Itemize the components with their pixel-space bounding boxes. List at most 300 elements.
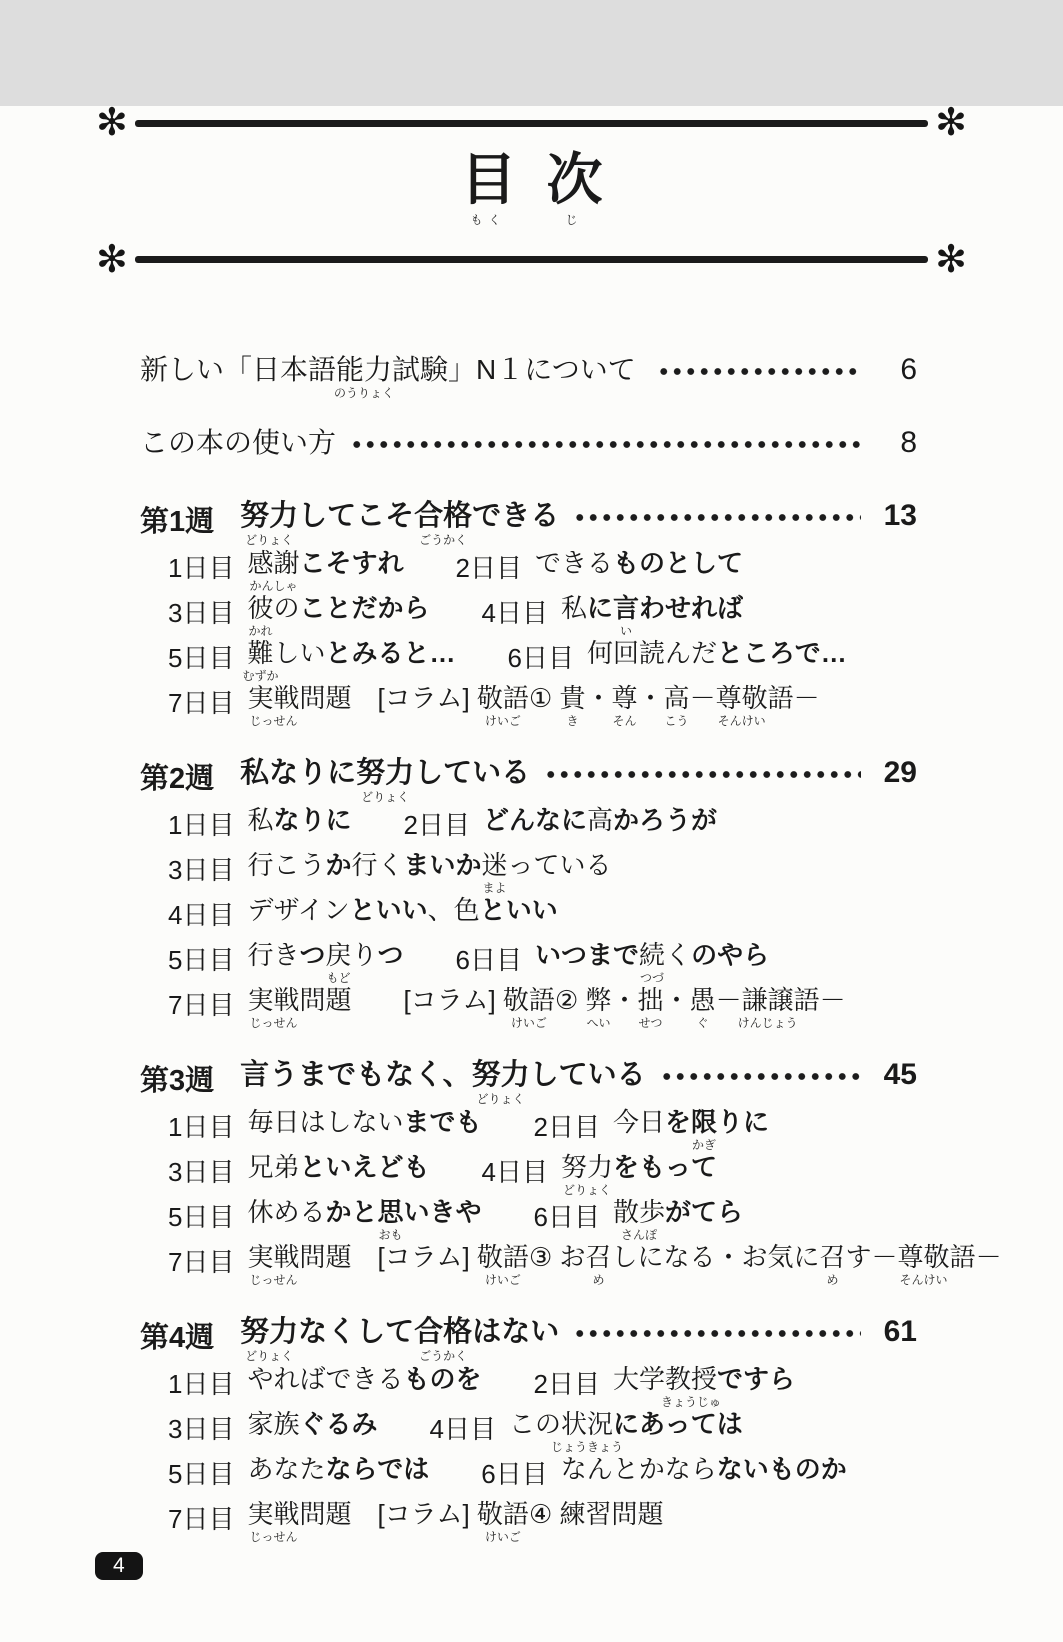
text-segment (612, 985, 638, 1016)
day-entry (508, 638, 847, 675)
text-segment (613, 548, 743, 579)
day-entry (168, 1498, 664, 1544)
segment-text: 彼 (247, 592, 274, 623)
furigana: ごうかく (419, 1349, 468, 1364)
text-segment (689, 984, 716, 1030)
segment-text: できる (534, 547, 613, 578)
text-segment (247, 1409, 299, 1440)
segment-text: 実戦 (247, 1498, 300, 1529)
furigana: じっせん (249, 1272, 298, 1287)
furigana: じ (565, 212, 584, 227)
text-segment (611, 682, 638, 728)
furigana: そんけい (899, 1272, 948, 1287)
furigana: さんぽ (620, 1227, 658, 1242)
segment-text: － (715, 984, 742, 1015)
week-list (140, 498, 1002, 1544)
day-entry (533, 1363, 796, 1409)
segment-text: 何回読んだ (586, 637, 717, 668)
text-segment (613, 1152, 717, 1183)
day-label: 6日目 (481, 1458, 548, 1489)
segment-text: 拙 (637, 984, 664, 1015)
text-segment (471, 1058, 530, 1107)
segment-text: 敬語 (476, 1241, 529, 1272)
segment-text: 兄弟 (247, 1151, 300, 1182)
text-segment (299, 940, 325, 971)
segment-text: 努力 (356, 756, 415, 789)
text-segment (352, 683, 477, 714)
day-entry (168, 895, 558, 932)
text-segment (299, 548, 403, 579)
segment-text: 私 (247, 804, 274, 835)
segment-text: つ (299, 939, 326, 970)
text-segment (247, 1107, 403, 1138)
segment-text: 語－ (793, 984, 846, 1015)
segment-text: 言 (613, 592, 640, 623)
day-label: 2日目 (455, 552, 522, 583)
entry-title (140, 426, 336, 459)
segment-text: なんとかなら (560, 1453, 717, 1484)
week-label: 第1週 (140, 505, 215, 538)
toc-entry (140, 426, 917, 459)
segment-text: 目 (460, 148, 517, 212)
text-segment (325, 850, 351, 881)
day-title (586, 637, 847, 673)
segment-text: あなた (247, 1453, 326, 1484)
day-row (140, 547, 917, 593)
day-entry (168, 1152, 430, 1189)
text-segment (247, 1152, 299, 1183)
segment-text: ・ (663, 984, 690, 1015)
page-header (96, 102, 967, 281)
text-segment (716, 985, 742, 1016)
furigana: せつ (638, 1015, 663, 1030)
day-entry (168, 637, 456, 683)
furigana: じょうきょう (550, 1439, 623, 1454)
segment-text: 敬語 (476, 682, 529, 713)
day-title (247, 984, 846, 1030)
text-segment (326, 638, 456, 669)
segment-text: できる (472, 499, 560, 532)
day-entry (533, 1196, 744, 1242)
segment-text: 行こう (247, 849, 326, 880)
day-title (482, 804, 718, 840)
text-segment (240, 499, 299, 548)
text-segment (663, 682, 690, 728)
segment-text: 新しい「日本語 (140, 353, 337, 385)
text-segment (325, 939, 352, 985)
furigana: かぎ (691, 1137, 717, 1152)
text-segment (247, 1498, 300, 1544)
asterisk-ornament-icon: ✻ (96, 238, 128, 281)
day-label: 1日目 (168, 552, 235, 583)
segment-text: － (689, 682, 716, 713)
day-entry (168, 547, 404, 593)
day-entry (429, 1408, 743, 1454)
day-title (247, 1363, 482, 1399)
page-number: 8 (900, 425, 917, 459)
furigana: じっせん (249, 713, 298, 728)
day-row (140, 1151, 917, 1197)
day-label: 1日目 (168, 1368, 235, 1399)
page-number-badge: 4 (95, 1552, 143, 1580)
segment-text: 私なりに (240, 756, 357, 789)
segment-text: ② (554, 984, 586, 1015)
segment-text: この本の使い方 (140, 426, 337, 458)
day-row (140, 1454, 917, 1491)
dot-leader (658, 1072, 861, 1081)
segment-text: しになる・お気に (611, 1241, 820, 1272)
segment-text: ならでは (325, 1453, 430, 1484)
segment-text: どんなに (482, 804, 587, 835)
segment-text: のやら (691, 939, 770, 970)
day-label: 4日目 (481, 1156, 548, 1187)
text-segment (560, 1151, 613, 1197)
segment-text: 散歩 (613, 1196, 666, 1227)
dot-leader (542, 770, 861, 779)
day-title (613, 1196, 744, 1242)
asterisk-ornament-icon: ✻ (935, 102, 967, 144)
day-row (140, 1498, 917, 1544)
furigana: もど (326, 970, 351, 985)
text-segment (247, 1364, 403, 1395)
furigana: そん (612, 713, 637, 728)
text-segment (794, 985, 846, 1016)
week-label: 第2週 (140, 762, 215, 795)
segment-text: かろうが (613, 804, 718, 835)
top-rule-row (96, 102, 967, 144)
dot-leader (571, 513, 861, 522)
segment-text: 努力 (240, 1315, 299, 1348)
day-row (140, 1363, 917, 1409)
furigana: けいご (484, 1272, 521, 1287)
day-label: 5日目 (168, 642, 235, 673)
day-row (140, 805, 917, 842)
segment-text: 召 (819, 1241, 846, 1272)
text-segment (247, 984, 300, 1030)
text-segment (585, 984, 612, 1030)
segment-text: ・ (585, 682, 612, 713)
day-title (247, 1408, 378, 1444)
toc-entry (140, 352, 917, 400)
segment-text: がてら (665, 1196, 744, 1227)
text-segment (240, 756, 356, 790)
day-entry (455, 939, 770, 985)
day-label: 4日目 (481, 597, 548, 628)
segment-text: やればできる (247, 1363, 404, 1394)
day-label: 6日目 (533, 1201, 600, 1232)
text-segment (299, 1409, 377, 1440)
text-segment (717, 1454, 847, 1485)
day-row (140, 637, 917, 683)
text-segment (476, 1498, 529, 1544)
segment-text: といい (349, 894, 428, 925)
text-segment (403, 1107, 481, 1138)
text-segment (530, 1058, 646, 1092)
segment-text: 行き (247, 939, 300, 970)
text-segment (715, 682, 768, 728)
segment-text: ことだから (299, 592, 430, 623)
day-row (140, 849, 917, 895)
furigana: どりょく (245, 1349, 294, 1364)
text-segment (300, 593, 430, 624)
text-segment (613, 1409, 743, 1440)
text-segment (613, 1364, 665, 1395)
text-segment (299, 1499, 351, 1530)
text-segment (508, 850, 612, 881)
text-segment (587, 638, 717, 669)
day-label: 1日目 (168, 809, 235, 840)
day-entry (168, 1196, 482, 1242)
furigana: おも (378, 1227, 403, 1242)
furigana: どりょく (361, 790, 410, 805)
day-entry (168, 1241, 1002, 1287)
segment-text: ですら (717, 1363, 796, 1394)
day-row (140, 592, 917, 638)
segment-text: の (273, 592, 300, 623)
segment-text: してこそ (298, 499, 415, 532)
text-segment (350, 895, 428, 926)
text-segment (768, 683, 820, 714)
day-title (560, 1453, 847, 1489)
text-segment (414, 499, 473, 548)
day-title (247, 682, 820, 728)
segment-text: 謙譲 (741, 984, 794, 1015)
week-heading (140, 1314, 917, 1364)
week-title (240, 499, 560, 548)
text-segment (247, 547, 300, 593)
text-segment (639, 939, 666, 985)
furigana: い (620, 623, 633, 638)
text-segment (950, 1242, 1002, 1273)
segment-text: に (587, 592, 614, 623)
text-segment (472, 1315, 559, 1349)
text-segment (273, 805, 351, 836)
segment-text: 合格 (414, 1315, 473, 1348)
text-segment (737, 984, 798, 1030)
furigana: けいご (484, 713, 521, 728)
segment-text: 尊敬 (715, 682, 768, 713)
dot-leader (571, 1329, 861, 1338)
day-label: 6日目 (507, 642, 574, 673)
furigana: けいご (510, 1015, 547, 1030)
furigana: けいご (484, 1529, 521, 1544)
text-segment (460, 148, 517, 227)
segment-text: 家族 (247, 1408, 300, 1439)
segment-text: [コラム] (351, 1241, 477, 1272)
furigana: そんけい (717, 713, 766, 728)
furigana: もく (470, 212, 507, 227)
day-label: 5日目 (168, 944, 235, 975)
text-segment (535, 940, 639, 971)
segment-text: 問題 (299, 984, 352, 1015)
segment-text: なりに (273, 804, 352, 835)
text-segment (299, 1152, 429, 1183)
text-segment (660, 1363, 721, 1409)
segment-text: までも (403, 1106, 482, 1137)
furigana: つづ (640, 970, 665, 985)
segment-text: 行く (351, 849, 404, 880)
segment-text: 高 (663, 682, 690, 713)
page-number: 6 (900, 352, 917, 386)
text-segment (690, 683, 716, 714)
text-segment (247, 895, 349, 926)
day-label: 1日目 (168, 1111, 235, 1142)
segment-text: 努力 (240, 499, 299, 532)
day-entry (533, 1106, 770, 1152)
segment-text: しい (273, 637, 326, 668)
segment-text: か (325, 849, 352, 880)
segment-text: 努力 (560, 1151, 613, 1182)
day-label: 5日目 (168, 1458, 235, 1489)
day-title (247, 547, 404, 593)
text-segment (502, 984, 555, 1030)
text-segment (247, 592, 274, 638)
segment-text: 敬語 (476, 1498, 529, 1529)
day-label: 4日目 (429, 1413, 496, 1444)
text-segment (555, 985, 586, 1016)
day-entry (168, 1409, 378, 1446)
asterisk-ornament-icon: ✻ (96, 102, 128, 144)
day-label: 4日目 (168, 899, 235, 930)
furigana: かんしゃ (249, 578, 298, 593)
segment-text: この (508, 1408, 561, 1439)
text-segment (299, 683, 351, 714)
segment-text: といえども (299, 1151, 430, 1182)
furigana: どりょく (245, 533, 294, 548)
segment-text: 毎日はしない (247, 1106, 404, 1137)
segment-text: デザイン (247, 894, 350, 925)
segment-text: ないものか (716, 1453, 847, 1484)
segment-text: ① (528, 682, 560, 713)
entry-title (140, 353, 644, 400)
horizontal-rule (135, 120, 928, 127)
text-segment (414, 1315, 473, 1364)
asterisk-ornament-icon: ✻ (935, 238, 967, 281)
text-segment (352, 850, 404, 881)
text-segment (403, 1364, 481, 1395)
segment-text: 、色 (427, 894, 480, 925)
text-segment (587, 805, 613, 836)
week-section (140, 755, 917, 1030)
day-row (140, 1408, 917, 1454)
furigana: め (826, 1272, 839, 1287)
day-title (247, 1196, 482, 1242)
text-segment (585, 1241, 612, 1287)
day-entry (168, 939, 404, 985)
text-segment (247, 1241, 300, 1287)
segment-text: つ (377, 939, 404, 970)
text-segment (476, 682, 529, 728)
segment-text: ・ (637, 682, 664, 713)
segment-text: 能力 (336, 353, 393, 385)
furigana: けんじょう (737, 1015, 798, 1030)
furigana: じっせん (249, 1015, 298, 1030)
text-segment (481, 849, 508, 895)
segment-text: 限 (691, 1106, 718, 1137)
text-segment (665, 1197, 743, 1228)
text-segment (613, 592, 640, 638)
segment-text: 語－ (949, 1241, 1002, 1272)
text-segment (247, 850, 325, 881)
segment-text: く (665, 939, 692, 970)
bottom-rule-row (96, 238, 967, 281)
segment-text: 迷 (481, 849, 508, 880)
day-title (560, 1151, 717, 1197)
text-segment (273, 638, 325, 669)
day-title (560, 592, 744, 638)
text-segment (561, 593, 587, 624)
segment-text: 愚 (689, 984, 716, 1015)
furigana: じっせん (249, 1529, 298, 1544)
furigana: へい (586, 1015, 611, 1030)
text-segment (546, 148, 603, 227)
furigana: きょうじゅ (660, 1394, 721, 1409)
week-title (240, 1315, 560, 1364)
day-title (247, 1151, 430, 1187)
day-label: 7日目 (168, 989, 235, 1020)
furigana: ごうかく (419, 533, 468, 548)
day-title (247, 592, 430, 638)
page-title (96, 148, 967, 227)
text-segment (559, 682, 586, 728)
segment-text: 感謝 (247, 547, 300, 578)
segment-text: とみると… (325, 637, 456, 668)
text-segment (550, 1408, 623, 1454)
text-segment (639, 593, 743, 624)
week-label: 第4週 (140, 1321, 215, 1354)
segment-text: ④ 練習問題 (528, 1498, 664, 1529)
furigana: のうりょく (334, 385, 395, 400)
text-segment (273, 593, 299, 624)
text-segment (325, 1454, 429, 1485)
day-title (247, 804, 352, 840)
text-segment (352, 985, 503, 1016)
segment-text: かと (325, 1196, 378, 1227)
text-segment (586, 683, 612, 714)
day-row (140, 1106, 917, 1152)
text-segment (561, 1454, 717, 1485)
day-label: 3日目 (168, 597, 235, 628)
week-section (140, 1314, 917, 1544)
text-segment (476, 1241, 529, 1287)
text-segment (638, 683, 664, 714)
segment-text: 実戦 (247, 1241, 300, 1272)
day-title (247, 849, 612, 895)
text-segment (247, 940, 299, 971)
text-segment (717, 1364, 795, 1395)
segment-text: ぐるみ (299, 1408, 378, 1439)
furigana: どりょく (476, 1092, 525, 1107)
segment-text: わせれば (639, 592, 744, 623)
week-section (140, 498, 917, 728)
text-segment (637, 984, 664, 1030)
page-number: 61 (883, 1314, 917, 1348)
text-segment (352, 1242, 477, 1273)
text-segment (247, 1197, 325, 1228)
day-label: 6日目 (455, 944, 523, 975)
segment-text: 状況 (560, 1408, 613, 1439)
text-segment (240, 1315, 299, 1364)
text-segment (247, 682, 300, 728)
text-segment (352, 940, 378, 971)
week-heading (140, 755, 917, 805)
text-segment (352, 1499, 477, 1530)
segment-text: はない (472, 1315, 560, 1348)
day-entry (168, 682, 820, 728)
segment-text: 敬語 (502, 984, 555, 1015)
dot-leader (655, 367, 861, 376)
day-entry (168, 1364, 482, 1401)
